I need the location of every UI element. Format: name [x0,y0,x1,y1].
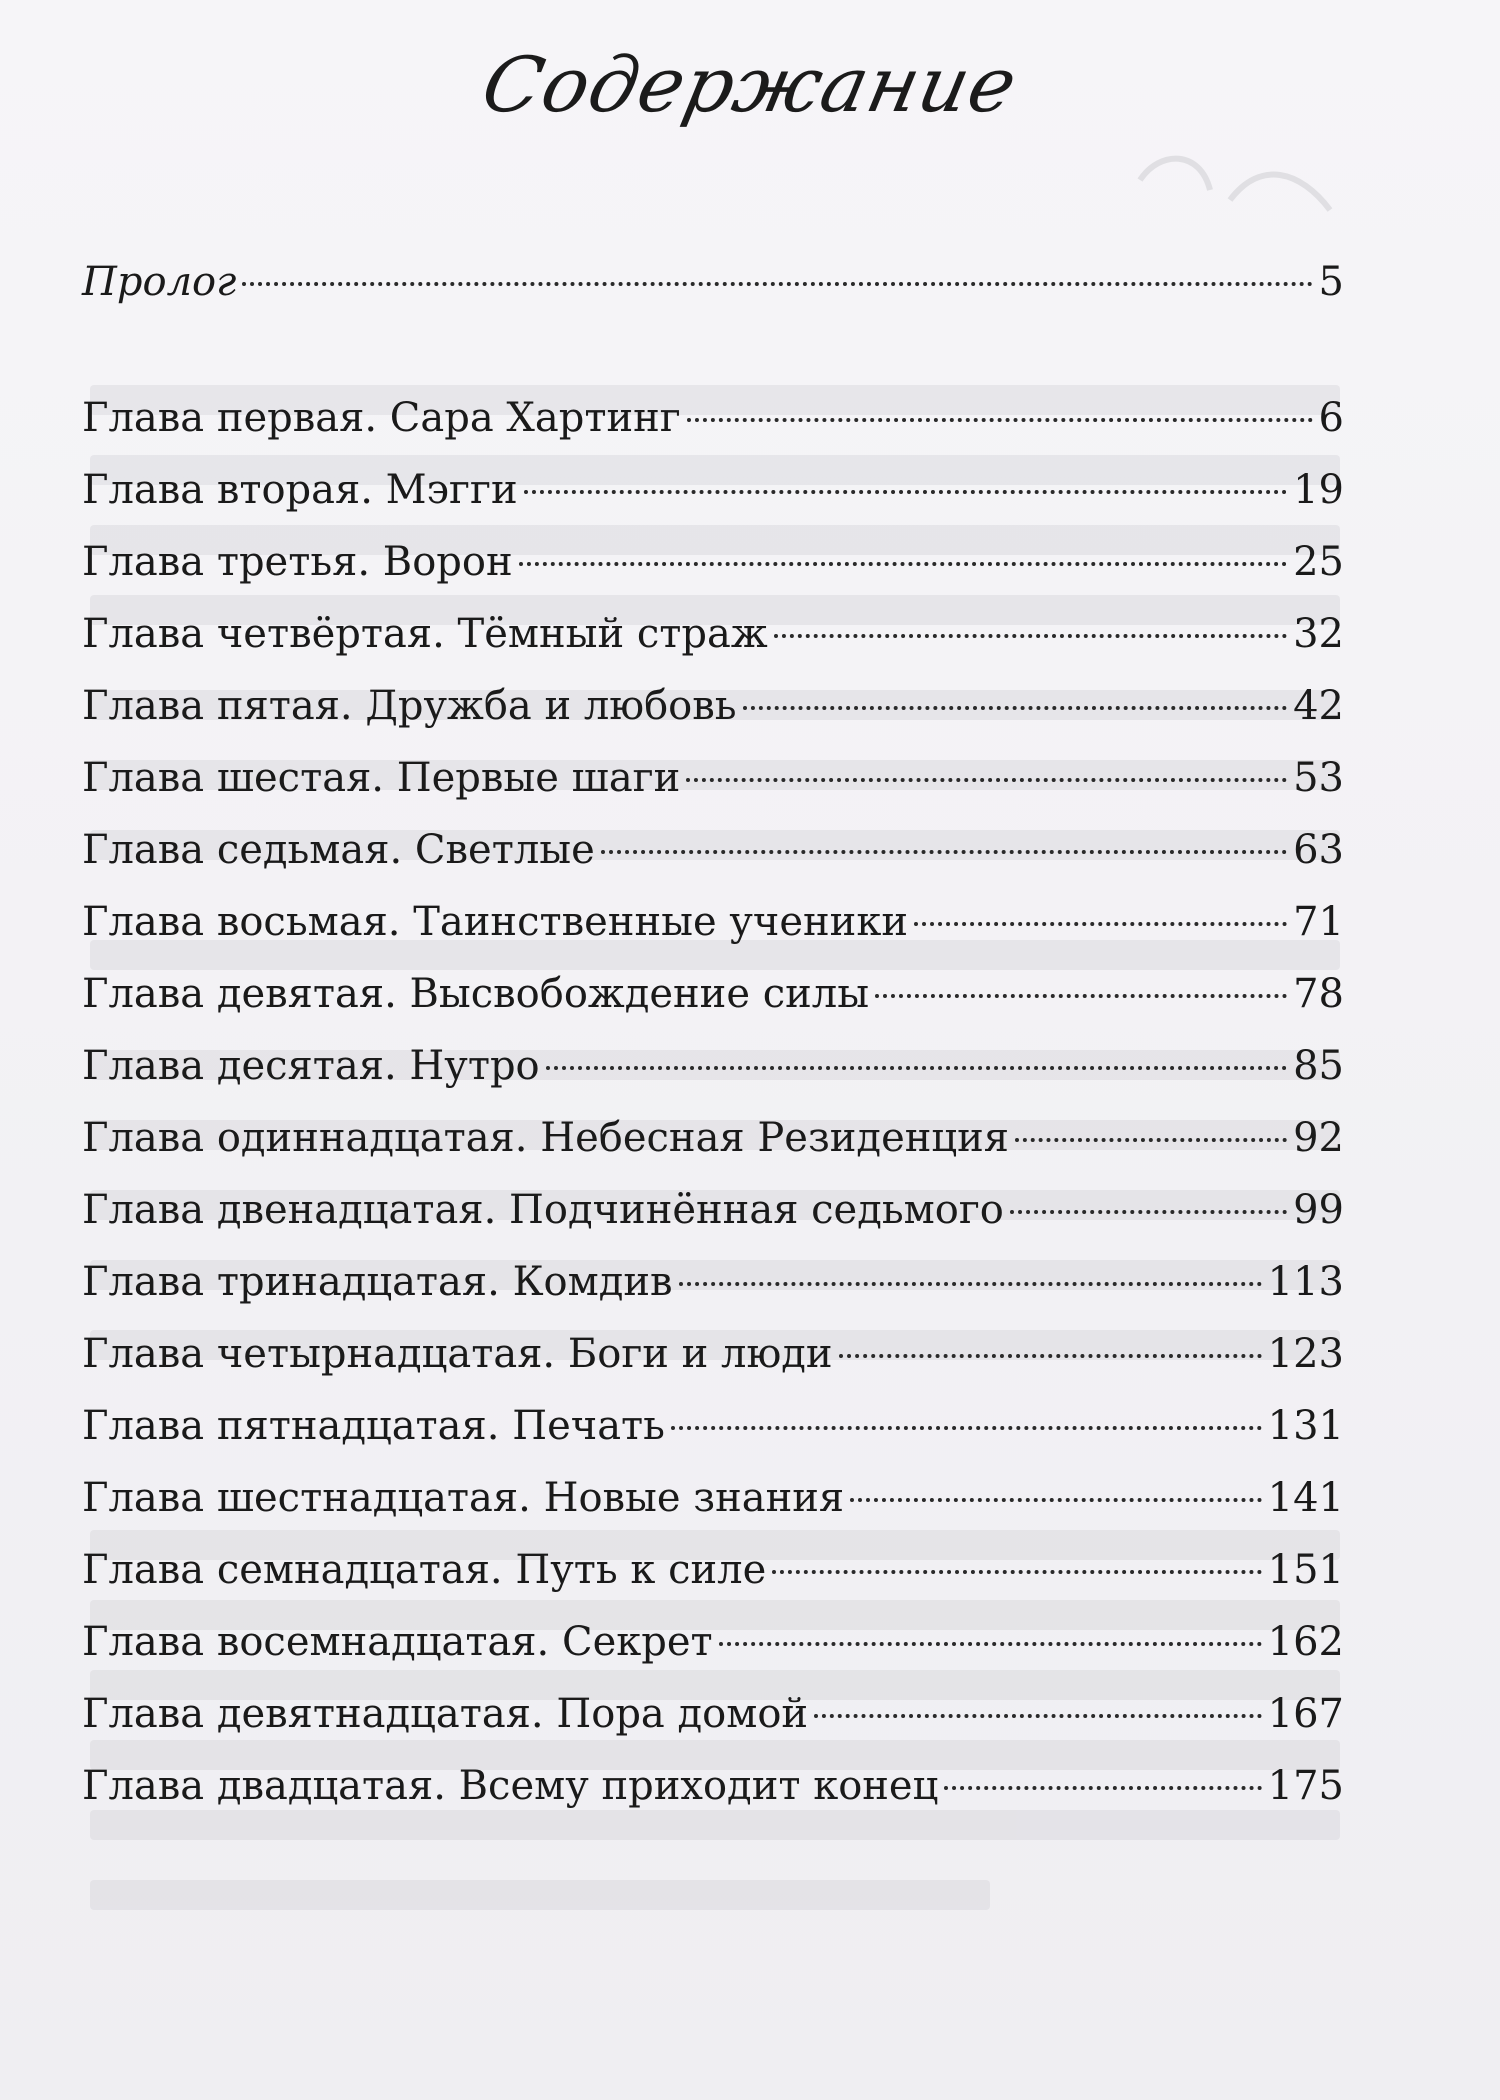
toc-entry-chapter[interactable] [82,820,1344,880]
toc-entry-chapter[interactable] [82,1756,1344,1816]
toc-entry-label: Глава пятнадцатая. Печать [82,1403,665,1449]
toc-page-number: 162 [1267,1619,1344,1665]
toc-entry-label: Глава восьмая. Таинственные ученики [82,899,908,945]
toc-entry-chapter[interactable] [82,964,1344,1024]
toc-page-number: 5 [1318,259,1344,305]
toc-entry-label: Глава одиннадцатая. Небесная Резиденция [82,1115,1010,1161]
toc-leader-dots [546,1066,1287,1070]
toc-leader-dots [774,634,1287,638]
toc-entry-chapter[interactable] [82,676,1344,736]
toc-entry-label: Глава девятая. Высвобождение силы [82,971,870,1017]
toc-entry-chapter[interactable] [82,1324,1344,1384]
toc-entry-label: Глава девятнадцатая. Пора домой [82,1691,809,1737]
page-title: Содержание [474,40,1026,129]
toc-page-number: 78 [1293,971,1344,1017]
toc-page-number: 25 [1293,539,1344,585]
toc-entry-label: Глава двадцатая. Всему приходит конец [82,1763,939,1809]
toc-leader-dots [875,994,1287,998]
toc-page-number: 175 [1267,1763,1344,1809]
toc-page-number: 71 [1293,899,1344,945]
toc-page-number: 63 [1293,827,1344,873]
toc-entry-label: Пролог [82,259,237,305]
toc-page-number: 99 [1293,1187,1344,1233]
toc-leader-dots [601,850,1287,854]
toc-leader-dots [242,282,1312,286]
toc-entry-label: Глава тринадцатая. Комдив [82,1259,673,1305]
toc-entry-label: Глава четырнадцатая. Боги и люди [82,1331,833,1377]
toc-entry-label: Глава третья. Ворон [82,539,513,585]
toc-page-number: 141 [1267,1475,1344,1521]
toc-entry-chapter[interactable] [82,1684,1344,1744]
toc-entry-label: Глава четвёртая. Тёмный страж [82,611,768,657]
toc-entry-chapter[interactable] [82,748,1344,808]
toc-page-number: 32 [1293,611,1344,657]
toc-leader-dots [671,1426,1262,1430]
toc-leader-dots [679,1282,1262,1286]
toc-entry-label: Глава седьмая. Светлые [82,827,595,873]
toc-leader-dots [914,922,1287,926]
toc-page-number: 151 [1267,1547,1344,1593]
toc-leader-dots [1010,1210,1287,1214]
toc-page-number: 92 [1293,1115,1344,1161]
toc-entry-chapter[interactable] [82,1252,1344,1312]
toc-entry-chapter[interactable] [82,460,1344,520]
toc-entry-chapter[interactable] [82,1108,1344,1168]
toc-entry-label: Глава восемнадцатая. Секрет [82,1619,713,1665]
toc-entry-label: Глава пятая. Дружба и любовь [82,683,737,729]
toc-entry-chapter[interactable] [82,604,1344,664]
toc-leader-dots [839,1354,1262,1358]
toc-leader-dots [944,1786,1261,1790]
toc-leader-dots [850,1498,1261,1502]
toc-leader-dots [1015,1138,1287,1142]
toc-page-number: 123 [1267,1331,1344,1377]
toc-page-number: 6 [1318,395,1344,441]
toc-entry-chapter[interactable] [82,388,1344,448]
toc-entry-chapter[interactable] [82,1540,1344,1600]
toc-entry-label: Глава шестнадцатая. Новые знания [82,1475,845,1521]
toc-entry-chapter[interactable] [82,1612,1344,1672]
toc-page-number: 113 [1267,1259,1344,1305]
toc-entry-label: Глава шестая. Первые шаги [82,755,681,801]
toc-leader-dots [743,706,1288,710]
toc-entry-chapter[interactable] [82,1468,1344,1528]
toc-leader-dots [772,1570,1261,1574]
toc-entry-chapter[interactable] [82,1396,1344,1456]
toc-leader-dots [687,418,1313,422]
toc-leader-dots [686,778,1287,782]
toc-entry-prologue[interactable] [82,252,1344,312]
toc-leader-dots [524,490,1287,494]
toc-entry-label: Глава вторая. Мэгги [82,467,518,513]
toc-page-number: 85 [1293,1043,1344,1089]
toc-entry-chapter[interactable] [82,892,1344,952]
toc-page-number: 42 [1293,683,1344,729]
toc-leader-dots [719,1642,1262,1646]
toc-entry-label: Глава семнадцатая. Путь к силе [82,1547,767,1593]
toc-page-number: 19 [1293,467,1344,513]
toc-entry-label: Глава десятая. Нутро [82,1043,540,1089]
toc-page-number: 167 [1267,1691,1344,1737]
toc-leader-dots [519,562,1287,566]
toc-entry-chapter[interactable] [82,1036,1344,1096]
toc-entry-chapter[interactable] [82,532,1344,592]
toc-entry-label: Глава первая. Сара Хартинг [82,395,681,441]
toc-page-number: 53 [1293,755,1344,801]
toc-page-number: 131 [1267,1403,1344,1449]
toc-entry-chapter[interactable] [82,1180,1344,1240]
toc-leader-dots [814,1714,1262,1718]
toc-entry-label: Глава двенадцатая. Подчинённая седьмого [82,1187,1004,1233]
